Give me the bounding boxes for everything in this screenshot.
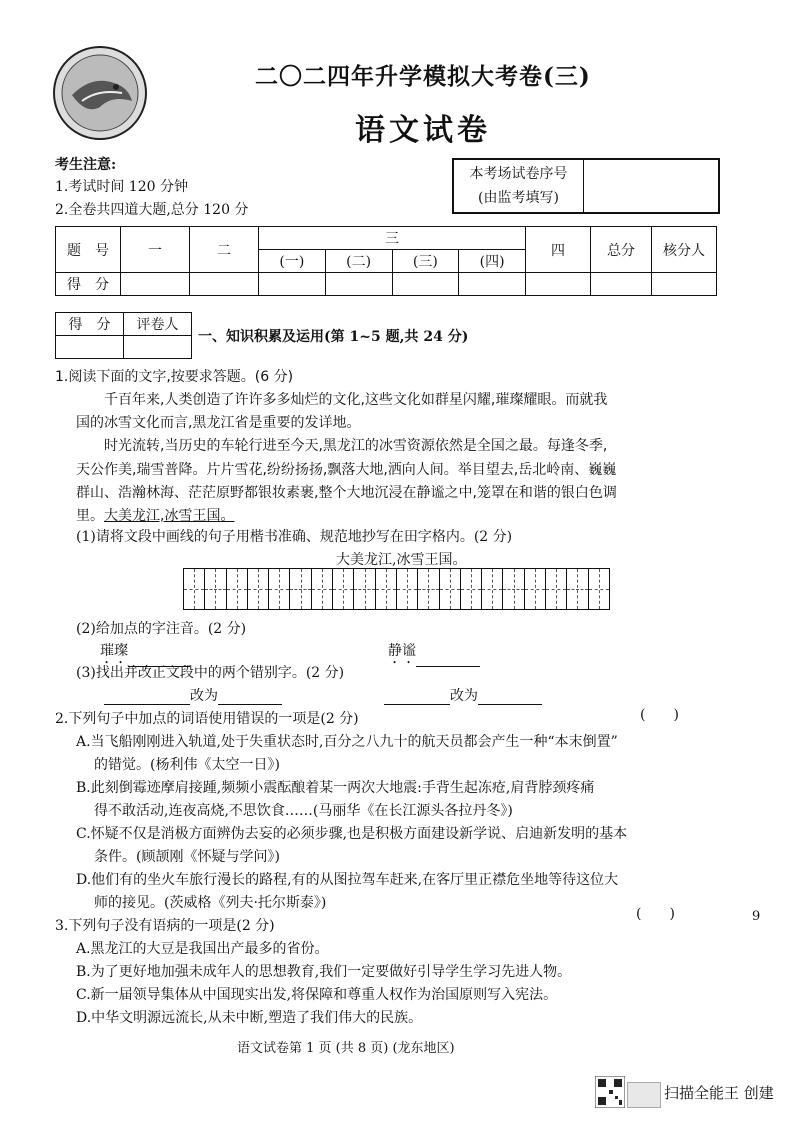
grader-table: 得 分 评卷人: [55, 312, 192, 359]
answer-parentheses[interactable]: ( ): [636, 906, 675, 922]
q1-passage-line: 千百年来,人类创造了许许多多灿烂的文化,这些文化如群星闪耀,璀璨耀眼。而就我: [104, 392, 608, 408]
correction-item-2: 改为: [384, 687, 542, 705]
score-cell[interactable]: [459, 273, 526, 296]
q2-option-c-cont: 条件。(顾颉刚《怀疑与学问》): [94, 849, 280, 865]
q2-option-a: A.当飞船刚刚进入轨道,处于失重状态时,百分之八九十的航天员都会产生一种“本末倒置”: [76, 734, 618, 750]
score-cell[interactable]: [190, 273, 259, 296]
q1-sub3: (3)找出并改正文段中的两个错别字。(2 分): [76, 665, 345, 681]
correction-item-1: 改为: [104, 687, 282, 705]
notice-item-1: 1.考试时间 120 分钟: [55, 179, 188, 195]
score-cell[interactable]: [591, 273, 652, 296]
scanner-badge-icon: [627, 1082, 661, 1108]
tianzige-grid[interactable]: [183, 568, 610, 610]
score-cell[interactable]: [652, 273, 717, 296]
q1-passage-line: 里。大美龙江,冰雪王国。: [76, 508, 235, 524]
q1-passage-line: 国的冰雪文化而言,黑龙江省是重要的发详地。: [76, 415, 361, 431]
q1-stem: 1.阅读下面的文字,按要求答题。(6 分): [55, 369, 294, 385]
exam-serial-label: 本考场试卷序号 (由监考填写): [454, 160, 584, 212]
q1-sub2: (2)给加点的字注音。(2 分): [76, 621, 247, 637]
pinyin-item-2: 静谧: [388, 642, 480, 667]
answer-blank[interactable]: [416, 652, 480, 667]
score-cell[interactable]: [259, 273, 326, 296]
subject-title: 语文试卷: [355, 113, 491, 148]
exam-serial-box: [452, 158, 720, 214]
q2-option-b: B.此刻倒霉迹摩肩接踵,频频小震酝酿着某一两次大地震:手背生起冻疮,肩背脖颈疼痛: [76, 780, 595, 796]
q2-option-d: D.他们有的坐火车旅行漫长的路程,有的从图拉驾车赶来,在客厅里正襟危坐地等待这位大: [76, 872, 619, 888]
q2-stem: 2.下列句子中加点的词语使用错误的一项是(2 分): [55, 711, 359, 727]
side-number: 9: [752, 909, 761, 924]
score-table: 题 号 一 二 三 四 总分 核分人 (一) (二) (三) (四) 得 分: [55, 226, 717, 296]
qr-code-icon: [595, 1076, 625, 1108]
grader-cell[interactable]: [124, 336, 192, 359]
section-heading: 一、知识积累及运用(第 1~5 题,共 24 分): [198, 329, 469, 345]
q3-option-a: A.黑龙江的大豆是我国出产最多的省份。: [76, 941, 329, 957]
q2-option-d-cont: 师的接见。(茨威格《列夫·托尔斯泰》): [94, 895, 327, 911]
table-header-label: 题 号: [56, 227, 121, 273]
answer-blank[interactable]: [478, 690, 542, 705]
q3-stem: 3.下列句子没有语病的一项是(2 分): [55, 918, 275, 934]
score-cell[interactable]: [392, 273, 459, 296]
answer-blank[interactable]: [384, 690, 450, 705]
q2-option-b-cont: 得不敢活动,连夜高烧,不思饮食……(马丽华《在长江源头各拉丹冬》): [94, 803, 513, 819]
copy-text: 大美龙江,冰雪王国。: [336, 552, 467, 568]
q1-passage-line: 时光流转,当历史的车轮行进至今天,黑龙江的冰雪资源依然是全国之最。每逢冬季,: [104, 438, 608, 454]
q2-option-c: C.怀疑不仅是消极方面辨伪去妄的必须步骤,也是积极方面建设新学说、启迪新发明的基本: [76, 826, 628, 842]
school-logo: [52, 45, 148, 141]
underlined-sentence: 大美龙江,冰雪王国。: [104, 508, 235, 524]
notice-heading: 考生注意:: [55, 157, 117, 173]
answer-blank[interactable]: [104, 690, 190, 705]
score-cell[interactable]: [325, 273, 392, 296]
q3-option-c: C.新一届领导集体从中国现实出发,将保障和尊重人权作为治国原则写入宪法。: [76, 987, 558, 1003]
answer-blank[interactable]: [218, 690, 282, 705]
score-cell[interactable]: [121, 273, 190, 296]
q2-option-a-cont: 的错觉。(杨利伟《太空一日》): [94, 757, 280, 773]
exam-title: 二〇二四年升学模拟大考卷(三): [255, 63, 591, 90]
q1-passage-line: 群山、浩瀚林海、茫茫原野都银妆素裹,整个大地沉浸在静谧之中,笼罩在和谐的银白色调: [76, 485, 617, 501]
page-footer: 语文试卷第 1 页 (共 8 页) (龙东地区): [237, 1041, 455, 1056]
notice-item-2: 2.全卷共四道大题,总分 120 分: [55, 202, 249, 218]
answer-parentheses[interactable]: ( ): [640, 707, 679, 723]
score-cell[interactable]: [56, 336, 124, 359]
score-cell[interactable]: [526, 273, 591, 296]
q3-option-b: B.为了更好地加强未成年人的思想教育,我们一定要做好引导学生学习先进人物。: [76, 964, 572, 980]
pinyin-item-1: 璀璨: [100, 642, 190, 667]
watermark-text: 扫描全能王 创建: [664, 1084, 774, 1102]
q1-passage-line: 天公作美,瑞雪普降。片片雪花,纷纷扬扬,飘落大地,洒向人间。举目望去,岳北岭南、巍巍: [76, 462, 617, 478]
q1-sub1: (1)请将文段中画线的句子用楷书准确、规范地抄写在田字格内。(2 分): [76, 529, 513, 545]
q3-option-d: D.中华文明源远流长,从未中断,塑造了我们伟大的民族。: [76, 1010, 423, 1026]
